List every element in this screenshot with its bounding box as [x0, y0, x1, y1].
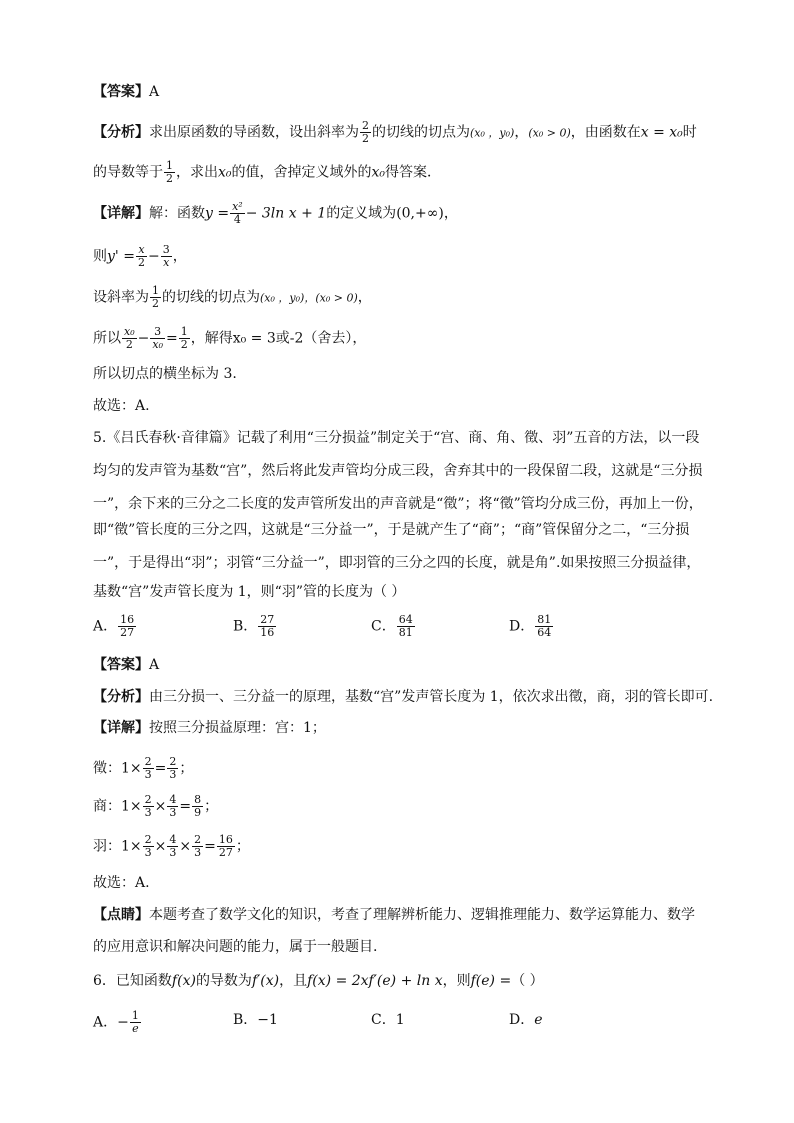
calc-text: 1×	[121, 838, 142, 855]
detail-line-3	[93, 285, 372, 310]
q5-line-5: 一”，于是得出“羽”；羽管“三分益一”，即羽管的三分之四的长度，就是角”.如果按照三分损益律，	[93, 555, 701, 571]
tangent-point: (x₀ ，y₀)	[260, 291, 305, 305]
frac-num: 2	[144, 755, 152, 768]
frac-num: 81	[537, 613, 552, 626]
frac-num: 3	[162, 243, 170, 256]
frac-den: e	[132, 1022, 139, 1035]
frac-num: x₀	[124, 325, 135, 338]
frac-den: x₀	[152, 338, 163, 351]
q5-option-c[interactable]	[371, 614, 416, 639]
analysis-text: ，由函数在	[570, 124, 641, 141]
frac-den: 3	[169, 846, 177, 859]
func-left: y =	[205, 205, 230, 222]
detail-text: 则	[93, 248, 107, 265]
q6-target: f(e) =	[470, 973, 512, 989]
option-label: B．	[233, 1012, 258, 1028]
frac-den: 3	[144, 846, 152, 859]
q6-text: ，则	[442, 973, 471, 989]
frac-num: 2	[362, 119, 369, 132]
shang-calc	[93, 794, 218, 819]
frac-den: 27	[218, 846, 233, 859]
fraction-x2-over-4	[230, 201, 245, 226]
frac-num: 2	[144, 833, 152, 846]
option-value: e	[534, 1012, 543, 1028]
q5-line-4: 即“徵”管长度的三分之四，这就是“三分益一”，于是就产生了“商”；“商”管保留分之二，“三分损	[93, 522, 690, 538]
comment-text: 本题考查了数学文化的知识，考查了理解辨析能力、逻辑推理能力、数学运算能力、数学	[149, 907, 695, 923]
frac-num: 8	[194, 793, 202, 806]
analysis-text: 的导数等于	[93, 164, 163, 181]
analysis-text: 的值，舍掉定义域外的	[231, 164, 372, 181]
q6-text: 的导数为	[195, 973, 252, 989]
tangent-point: (x₀ ，y₀)	[470, 126, 515, 140]
punct: ，	[172, 248, 187, 265]
fraction	[217, 834, 235, 859]
detail-text: 的定义域为	[326, 205, 397, 222]
operator: −	[147, 248, 160, 265]
fraction	[167, 794, 178, 819]
q6-blank: （ ）	[511, 973, 544, 989]
operator: =	[165, 330, 178, 347]
q5-line-6: 基数“宫”发声管长度为 1，则“羽”管的长度为（ ）	[93, 584, 406, 600]
option-fraction	[535, 614, 553, 639]
punct: ；	[179, 760, 194, 777]
option-label: A．	[93, 618, 118, 635]
frac-den: 2	[362, 132, 369, 145]
detail-q5-end: 故选：A.	[93, 875, 150, 891]
q6-stem	[93, 971, 544, 991]
comment-tag: 【点睛】	[93, 907, 149, 923]
frac-den: 4	[233, 213, 241, 226]
option-value: −1	[257, 1012, 278, 1028]
detail-line-5: 所以切点的横坐标为 3.	[93, 366, 237, 382]
calc-text: 1×	[121, 760, 142, 777]
q6-option-a[interactable]	[93, 1010, 142, 1035]
option-label: B．	[233, 618, 258, 635]
frac-num: 2	[194, 833, 202, 846]
detail-line-4	[93, 326, 366, 351]
fraction	[192, 794, 203, 819]
analysis-text: 时	[682, 124, 697, 141]
analysis-tag: 【分析】	[93, 124, 149, 141]
frac-den: 64	[537, 626, 552, 639]
analysis-text: ，求出	[176, 164, 218, 181]
derivative-label: y' =	[107, 248, 135, 265]
option-fraction	[118, 614, 136, 639]
q6-text: 6．已知函数	[93, 973, 172, 989]
frac-num: 16	[218, 833, 233, 846]
detail-text: 解：函数	[149, 205, 205, 222]
operator: =	[179, 798, 192, 815]
detail-line-2	[93, 244, 187, 269]
operator: ×	[154, 798, 167, 815]
function-f-prime: f′(x)	[251, 973, 280, 989]
frac-den: 3	[169, 768, 177, 781]
frac-num: x²	[232, 200, 243, 213]
condition: ，(x₀ > 0)	[304, 291, 358, 305]
calc-label: 商：	[93, 798, 121, 815]
analysis-text: 求出原函数的导函数，设出斜率为	[149, 124, 359, 141]
fraction-one-half: $\frac{1}{2}$	[152, 284, 159, 310]
calc-label: 徵：	[93, 760, 121, 777]
q6-options	[93, 1010, 693, 1044]
option-fraction	[258, 614, 276, 639]
analysis-text: 得答案．	[385, 164, 442, 181]
frac-num: 1	[131, 1009, 139, 1022]
frac-num: 4	[169, 833, 177, 846]
option-label: A．	[93, 1014, 118, 1031]
q6-equation: f(x) = 2xf′(e) + ln x	[307, 973, 443, 989]
fraction	[143, 794, 154, 819]
frac-num: 3	[150, 326, 165, 339]
operator: ×	[179, 838, 192, 855]
detail-line-6: 故选：A.	[93, 398, 150, 414]
frac-den: 81	[398, 626, 413, 639]
x0: x₀	[371, 164, 386, 181]
analysis-line-q5	[93, 687, 713, 707]
calc-label: 羽：	[93, 838, 121, 855]
fraction	[161, 244, 172, 269]
q6-text: ，且	[279, 973, 308, 989]
option-value: 1	[395, 1012, 405, 1028]
detail-text: ，解得	[190, 330, 233, 347]
answer-tag: 【答案】	[93, 84, 149, 100]
punct: ，	[357, 289, 372, 306]
comment-line-1	[93, 905, 695, 925]
option-fraction	[397, 614, 415, 639]
domain: (0,+∞)	[396, 205, 444, 222]
frac-num: 2	[144, 793, 152, 806]
frac-num: 2	[169, 755, 177, 768]
answer-value: A	[149, 84, 160, 100]
fraction-one-half	[360, 120, 371, 145]
fraction	[122, 326, 137, 351]
punct: ，	[443, 205, 458, 222]
detail-text: 所以	[93, 330, 121, 347]
operator: ×	[154, 838, 167, 855]
q5-option-a[interactable]	[93, 614, 137, 639]
q6-option-b[interactable]	[233, 1010, 278, 1030]
frac-num: x	[136, 244, 147, 257]
analysis-text: 的切线的切点为	[372, 124, 470, 141]
yu-calc	[93, 834, 250, 859]
fraction	[150, 326, 165, 351]
operator: =	[204, 838, 216, 855]
equation: x = x₀	[640, 124, 683, 141]
fraction-one-half: $\frac{1}{2}$	[166, 159, 173, 185]
operator: =	[154, 760, 167, 777]
frac-den: 27	[120, 626, 135, 639]
detail-text: 设斜率为	[93, 289, 149, 306]
answer-line-1	[93, 82, 159, 102]
detail-tag: 【详解】	[93, 205, 149, 222]
frac-den: 9	[194, 806, 202, 819]
q5-line-2: 均匀的发声管为基数“宫”，然后将此发声管均分成三段，舍弃其中的一段保留二段，这就是“三分损	[93, 463, 703, 479]
answer-value: A	[149, 657, 160, 673]
option-label: C．	[371, 1012, 396, 1028]
q5-line-3: 一”，余下来的三分之二长度的发声管所发出的声音就是“徵”；将“徵”管均分成三份，再加上一份，	[93, 496, 703, 512]
answer-tag: 【答案】	[93, 657, 149, 673]
detail-line-1	[93, 201, 458, 226]
punct: ；	[204, 798, 219, 815]
solution: x₀ = 3或-2（舍去），	[232, 330, 367, 347]
option-sign: −	[117, 1014, 129, 1031]
analysis-line-2	[93, 160, 441, 185]
frac-den: 2	[137, 256, 145, 269]
option-label: D．	[509, 618, 535, 635]
analysis-tag: 【分析】	[93, 689, 149, 705]
frac-num: 4	[169, 793, 177, 806]
q5-options	[93, 614, 693, 648]
calc-text: 1×	[121, 798, 142, 815]
frac-num: 16	[120, 613, 135, 626]
detail-tag: 【详解】	[93, 720, 149, 736]
frac-den: 3	[144, 806, 152, 819]
q5-line-1: 5.《吕氏春秋·音律篇》记载了利用“三分损益”制定关于“宫、商、角、徵、羽”五音的方法，以一段	[93, 430, 700, 446]
frac-den: 3	[144, 768, 152, 781]
analysis-line-1: 【分析】求出原函数的导函数，设出斜率为 $\frac{2}{2}$ 的切线的切点为(x₀ ，y₀)，(x₀ > 0)，由函数在x = x₀时	[93, 119, 697, 145]
option-label: C．	[371, 618, 396, 635]
frac-den: 3	[169, 806, 177, 819]
q6-option-d[interactable]	[509, 1010, 543, 1030]
punct: ；	[235, 838, 250, 855]
frac-den: 2	[125, 338, 133, 351]
operator: −	[137, 330, 150, 347]
frac-den: 16	[260, 626, 275, 639]
fraction	[192, 834, 203, 859]
option-fraction	[130, 1010, 141, 1035]
q5-option-d[interactable]	[509, 614, 554, 639]
detail-q5-line-1	[93, 718, 326, 738]
condition: (x₀ > 0)	[528, 126, 571, 140]
func-right: − 3ln x + 1	[245, 205, 327, 222]
analysis-text: 由三分损一、三分益一的原理，基数“宫”发声管长度为 1，依次求出徵，商，羽的管长即可.	[149, 689, 714, 705]
detail-text: 按照三分损益原理：宫：1；	[149, 720, 326, 736]
frac-num: 64	[398, 613, 413, 626]
fraction	[167, 834, 178, 859]
fraction	[143, 756, 154, 781]
fraction	[167, 756, 178, 781]
frac-den: 3	[194, 846, 202, 859]
zhi-calc	[93, 756, 193, 781]
detail-text: 的切线的切点为	[162, 289, 260, 306]
fraction-one-half: $\frac{1}{2}$	[180, 325, 188, 351]
q6-option-c[interactable]	[371, 1010, 405, 1030]
fraction	[143, 834, 154, 859]
fraction	[136, 244, 147, 269]
function-f: f(x)	[171, 973, 196, 989]
q5-option-b[interactable]	[233, 614, 277, 639]
comment-line-2: 的应用意识和解决问题的能力，属于一般题目.	[93, 939, 378, 955]
frac-num: 27	[260, 613, 275, 626]
option-label: D．	[509, 1012, 535, 1028]
frac-den: x	[163, 256, 170, 269]
x0: x₀	[218, 164, 232, 181]
answer-line-2	[93, 655, 159, 675]
